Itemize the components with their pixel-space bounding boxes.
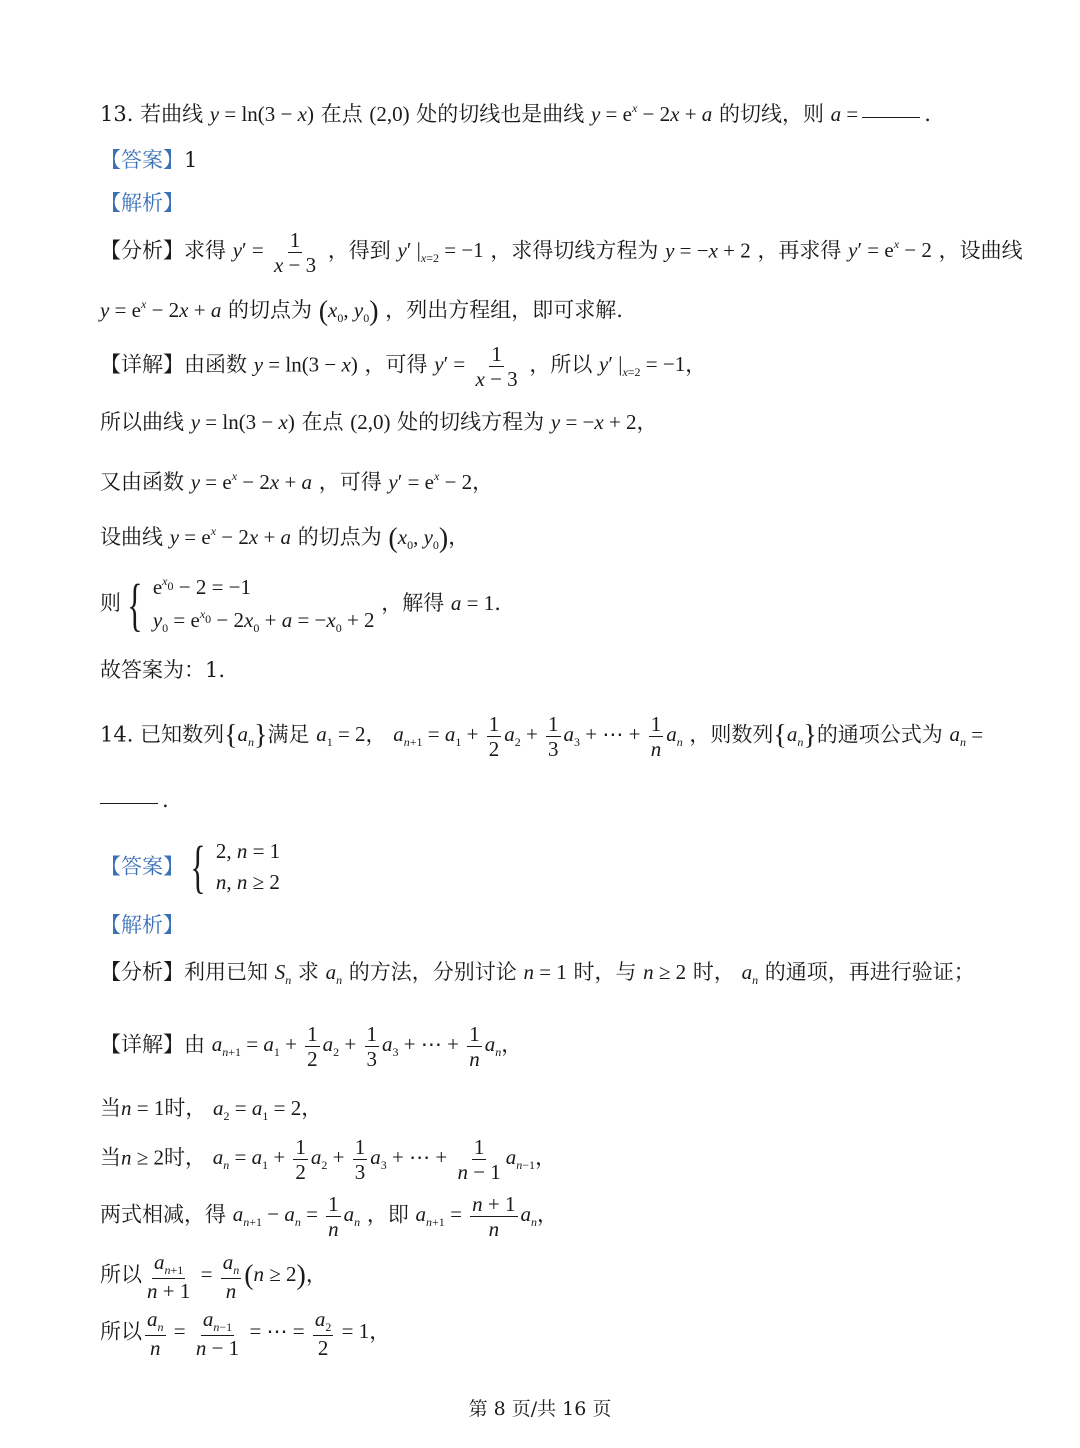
jiexi-label: 【解析】: [100, 191, 184, 215]
q13-detail-line4: 设曲线 $y = e^x - 2x + a$ 的切点为 ($x_0$, $y_0$)，: [100, 523, 470, 554]
fenxi-label: 【分析】: [100, 238, 184, 263]
q14-stem: 14. 已知数列$\{a_n\}$满足 $a_1 = 2$， $a_{n+1} = a_1$ + $\frac{1}{2}$ $a_2$ + $\frac{1}{3}$ $a_3$ + ⋯ + $\frac{1}{n}$ $a_n$ ，则数列$\{a_n\}$的通项公式为 $a_n$ =: [100, 712, 984, 762]
q14-blank-line: .: [100, 790, 169, 811]
q13-detail-line3: 又由函数 $y = e^x - 2x + a$ ，可得 $y' = e^x - 2$，: [100, 469, 494, 494]
q13-answer: 【答案】1: [100, 148, 198, 172]
q14-analysis: 【分析】利用已知 $S_n$ 求 $a_n$ 的方法，分别讨论 n = 1 时，与 n ≥ 2 时， $a_n$ 的通项，再进行验证；: [100, 960, 975, 987]
q13-number: 13.: [100, 102, 134, 126]
q14-number: 14.: [100, 722, 134, 747]
q13-analysis-line1: 【分析】求得 y′ = $\frac{1}{x - 3}$ ，得到 y′ $|_{x=2} = -1$ ，求得切线方程为 y = −x + 2 ，再求得 $y' = e^x - 2$ ，设曲线: [100, 228, 1023, 278]
q13-stem: 13. 若曲线 y = ln(3 − x) 在点 (2,0) 处的切线也是曲线 $y = e^x - 2x + a$ 的切线，则 a = .: [100, 101, 931, 126]
answer-blank: [100, 803, 158, 804]
q13-jiexi: [100, 193, 184, 214]
q14-detail-line5: 所以 $\frac{a_{n+1}}{n + 1}$ = $\frac{a_n}{n}$ (n ≥ 2)，: [100, 1250, 327, 1303]
math: y = ln(3 − x): [209, 102, 314, 126]
answer-blank: [862, 117, 920, 118]
q14-answer: [100, 834, 281, 899]
q14-jiexi: [100, 915, 184, 936]
fenxi-label: 【分析】: [100, 960, 184, 984]
q13-detail-line1: 【详解】由函数 y = ln(3 − x) ，可得 y′ = $\frac{1}{x - 3}$ ，所以 y′ $|_{x=2} = -1$，: [100, 342, 707, 392]
q14-detail-line2: 当n = 1时， $a_2 = a_1 = 2$，: [100, 1096, 323, 1123]
answer-label: 【答案】: [100, 148, 184, 172]
q14-detail-line1: 【详解】由 $a_{n+1} = a_1$ + $\frac{1}{2}$ $a_2$ + $\frac{1}{3}$ $a_3$ + ⋯ + $\frac{1}{n}$ $a_n$，: [100, 1022, 523, 1072]
q14-detail-line4: 两式相减，得 $a_{n+1} - a_n$ = $\frac{1}{n}$ $a_n$ ，即 $a_{n+1}$ = $\frac{n + 1}{n}$ $a_n$，: [100, 1192, 558, 1242]
q13-analysis-line2: $y = e^x - 2x + a$ 的切点为 ($x_0$, $y_0$) ，列出方程组，即可求解.: [100, 296, 623, 327]
q13-detail-system: 则 { $e^{x_0} - 2 = -1$ $y_0 = e^{x_0} - 2x_0 + a = -x_0 + 2$ ，解得 a = 1.: [100, 571, 501, 637]
page-footer: 第 8 页/共 16 页: [468, 1398, 612, 1420]
q13-detail-line2: 所以曲线 y = ln(3 − x) 在点 (2,0) 处的切线方程为 y = −x + 2，: [100, 410, 658, 434]
xiangjie-label: 【详解】: [100, 352, 184, 377]
q14-detail-line6: 所以 $\frac{a_n}{n}$ = $\frac{a_{n-1}}{n - 1}$ = ⋯ = $\frac{a_2}{2}$ = 1，: [100, 1307, 391, 1360]
equation-system: { $e^{x_0} - 2 = -1$ $y_0 = e^{x_0} - 2x_0 + a = -x_0 + 2$: [127, 571, 375, 637]
jiexi-label: 【解析】: [100, 913, 184, 937]
piecewise-answer: { 2, n = 1 n, n ≥ 2: [190, 834, 281, 899]
xiangjie-label: 【详解】: [100, 1032, 184, 1057]
q14-detail-line3: 当n ≥ 2时， $a_n = a_1$ + $\frac{1}{2}$ $a_2$ + $\frac{1}{3}$ $a_3$ + ⋯ + $\frac{1}{n - 1}$ $a_{n-1}$，: [100, 1135, 557, 1185]
q13-detail-line6: 故答案为：1.: [100, 658, 226, 682]
answer-label: 【答案】: [100, 854, 184, 879]
